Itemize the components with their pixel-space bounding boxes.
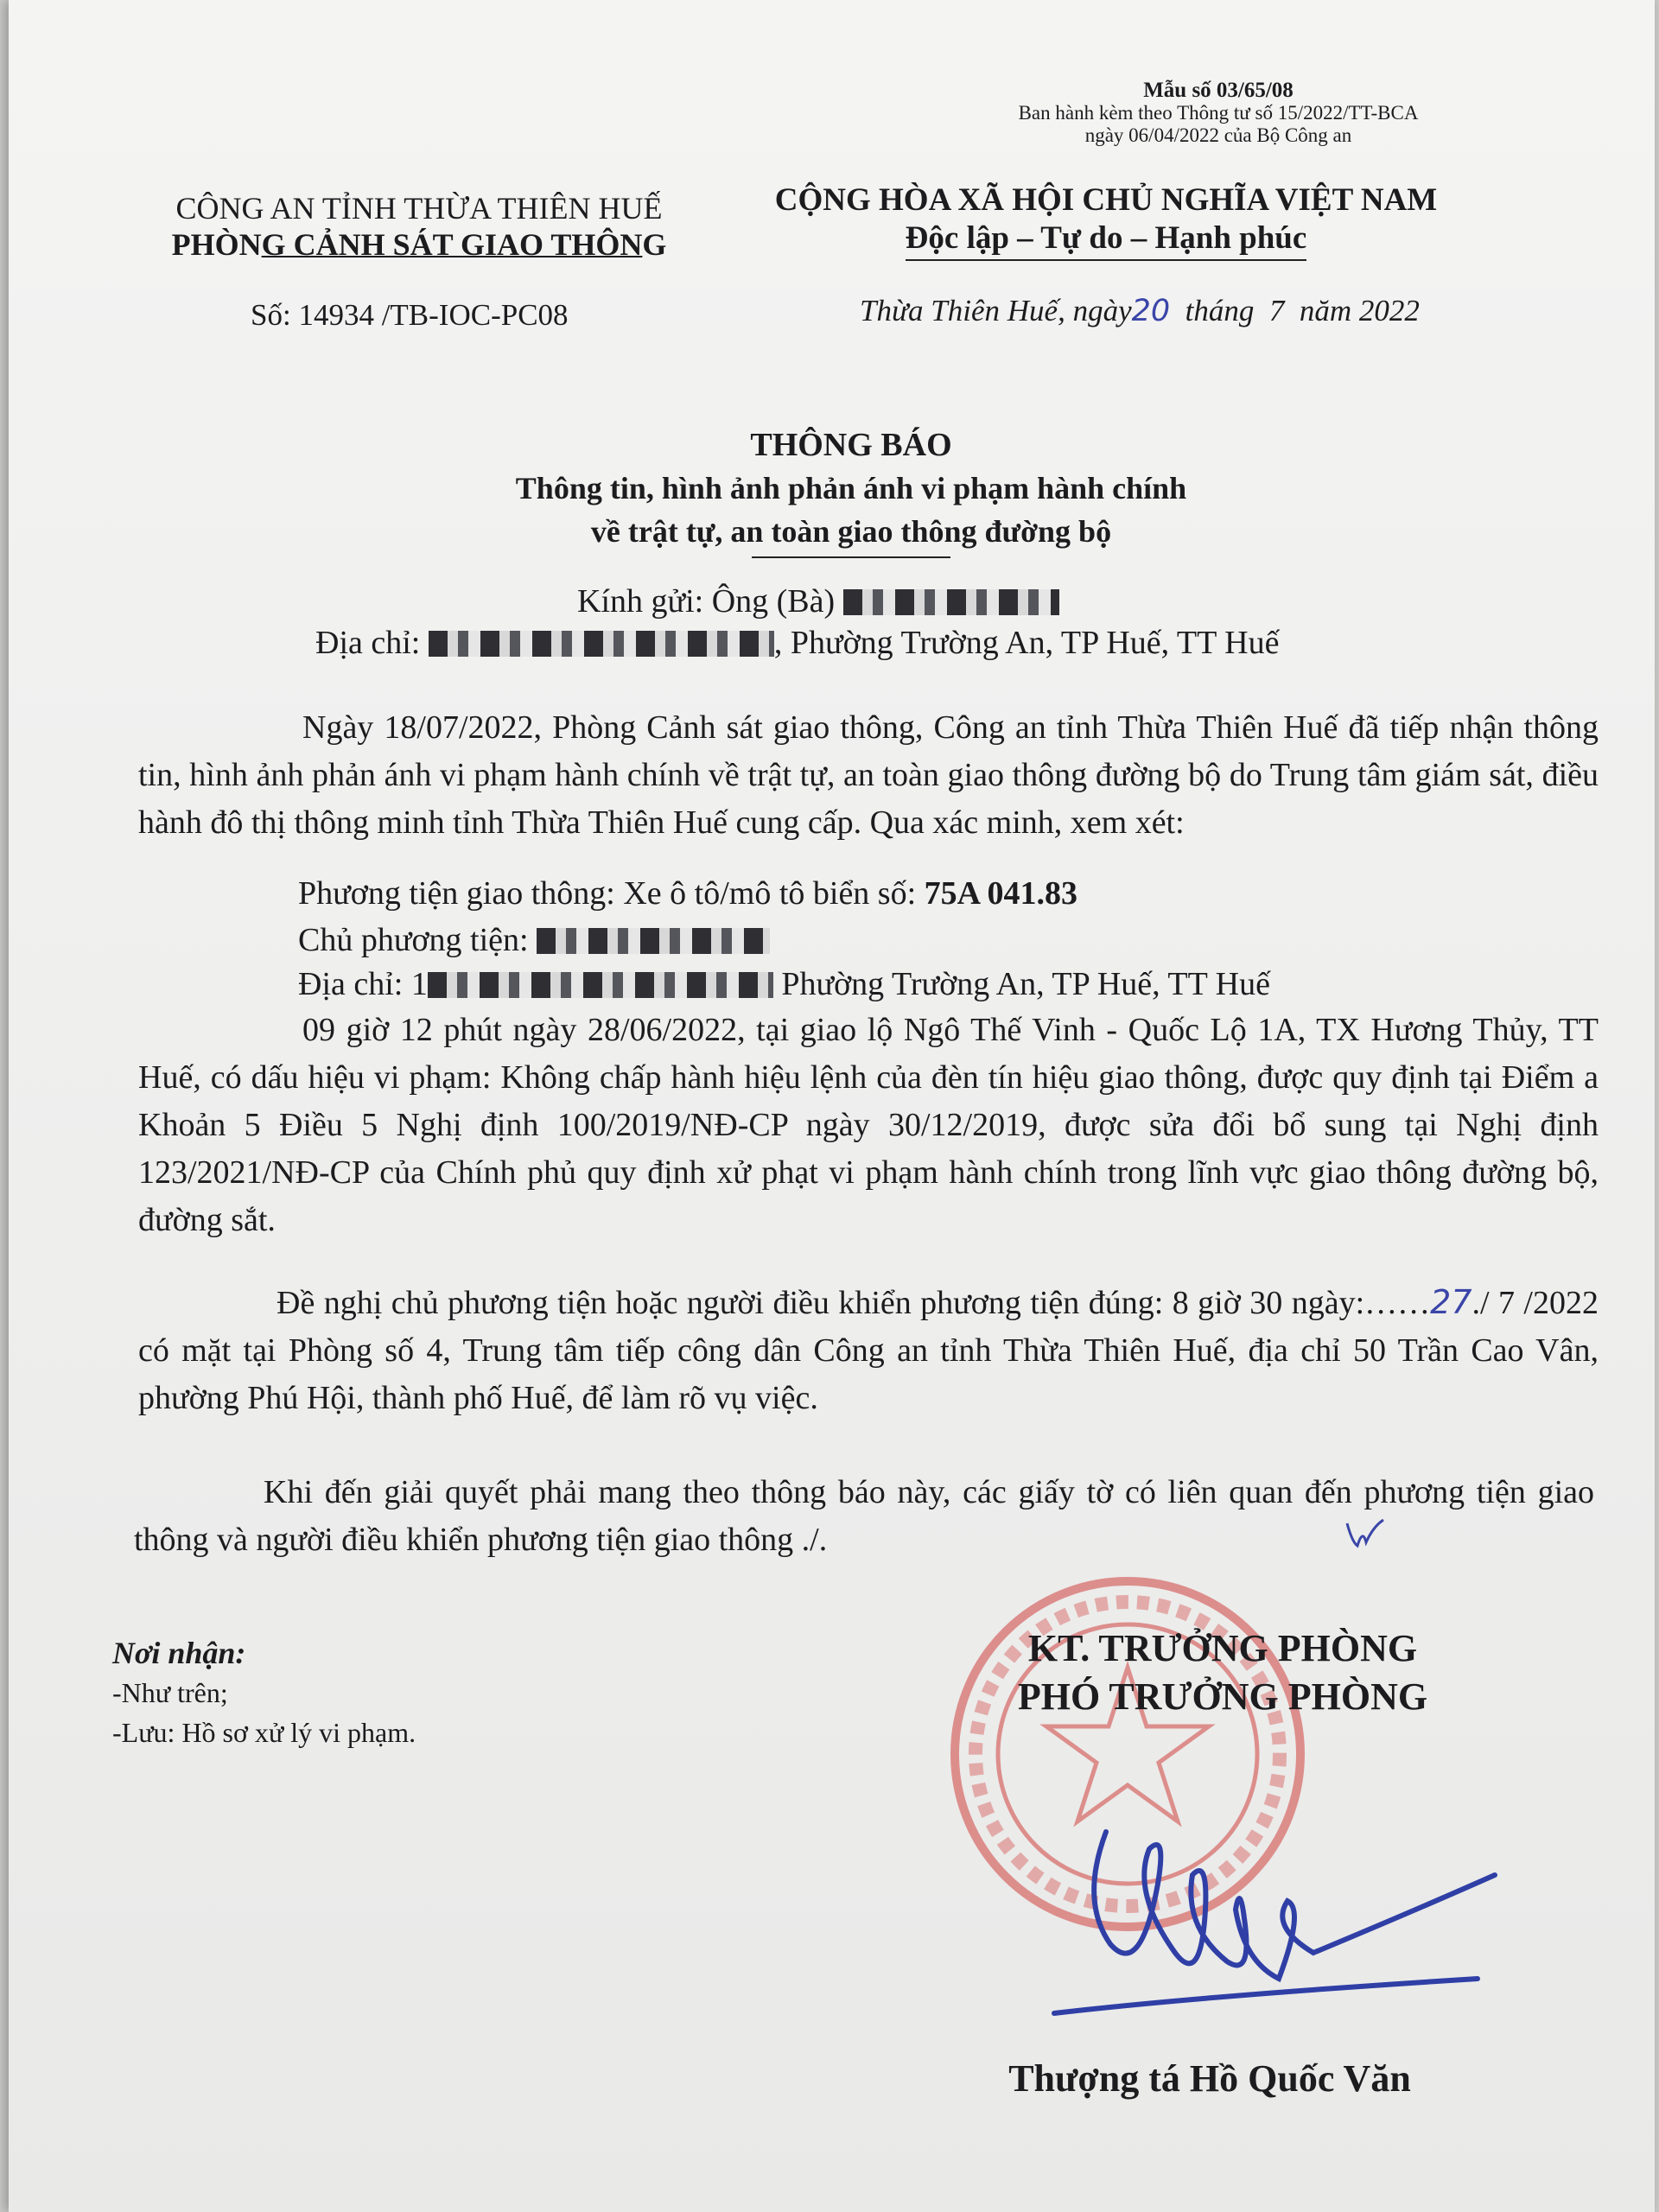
agency-header [130, 190, 709, 263]
greeting-text: Kính gửi: Ông (Bà) [577, 583, 836, 620]
form-number: Mẫu số 03/65/08 [1143, 79, 1294, 102]
address-tail: , Phường Trường An, TP Huế, TT Huế [773, 625, 1280, 661]
form-code-block [994, 79, 1443, 147]
title-underline [752, 556, 950, 558]
paragraph-violation [138, 1007, 1599, 1244]
date-day-handwritten: 20 [1131, 294, 1171, 328]
receiver-item: -Lưu: Hồ sơ xử lý vi phạm. [112, 1717, 416, 1748]
nation-header [743, 181, 1469, 261]
signature-title [942, 1624, 1503, 1721]
form-issued-with: Ban hành kèm theo Thông tư số 15/2022/TT-BCA [1018, 102, 1419, 124]
document-page [9, 0, 1655, 2212]
document-subtitle-1: Thông tin, hình ảnh phản ánh vi phạm hành chính [515, 471, 1187, 505]
agency-department-underlined: G CẢNH SÁT GIAO THÔN [261, 227, 643, 262]
agency-department-pre: PHÒN [171, 227, 262, 262]
summons-text-b: ./ 7 /2022 có mặt tại Phòng số 4, Trung tâm tiếp công dân Công an tỉnh Thừa Thiên Huế, địa chỉ 50 Trần Cao Vân, phường Phú Hội, thành phố Huế, để làm rõ vụ việc. [138, 1285, 1599, 1416]
owner-label: Chủ phương tiện: [298, 922, 529, 958]
date-month: 7 [1268, 294, 1285, 327]
document-date [860, 294, 1420, 328]
summons-text-a: Đề nghị chủ phương tiện hoặc người điều khiển phương tiện đúng: 8 giờ 30 ngày:…… [276, 1285, 1431, 1321]
redacted-address [429, 631, 774, 657]
paragraph-summons [138, 1279, 1599, 1422]
license-plate: 75A 041.83 [924, 875, 1078, 912]
signature-title-line2: PHÓ TRƯỞNG PHÒNG [1017, 1675, 1428, 1718]
paragraph-violation-text: 09 giờ 12 phút ngày 28/06/2022, tại giao lộ Ngô Thế Vinh - Quốc Lộ 1A, TX Hương Thủy, TT Huế, có dấu hiệu vi phạm: Không chấp hành hiệu lệnh của đèn tín hiệu giao thông, được quy định tại Điểm a Khoản 5 Điều 5 Nghị định 100/2019/NĐ-CP ngày 30/12/2019, được sửa đổi bổ sung tại Nghị định 123/2021/NĐ-CP của Chính phủ quy định xử phạt vi phạm hành chính trong lĩnh vực giao thông đường bộ, đường sắt. [138, 1012, 1599, 1238]
redacted-owner-address [428, 972, 773, 998]
date-month-label: tháng [1185, 294, 1255, 327]
vehicle-label: Phương tiện giao thông: Xe ô tô/mô tô biển số: [298, 875, 917, 912]
receiver-item: -Như trên; [112, 1677, 228, 1708]
owner-address-tail: Phường Trường An, TP Huế, TT Huế [781, 966, 1270, 1002]
document-number: Số: 14934 /TB-IOC-PC08 [251, 298, 569, 332]
vehicle-line [298, 873, 1077, 914]
summons-day-handwritten: 27 [1430, 1283, 1472, 1321]
agency-parent: CÔNG AN TỈNH THỪA THIÊN HUẾ [175, 191, 663, 226]
handwritten-mark-icon [1344, 1516, 1387, 1551]
receivers-label: Nơi nhận: [112, 1636, 246, 1670]
signature-title-line1: KT. TRƯỞNG PHÒNG [1027, 1627, 1418, 1669]
address-label: Địa chỉ: [315, 625, 421, 661]
recipient-greeting [577, 581, 1059, 622]
document-title-block [372, 423, 1331, 558]
nation-name: CỘNG HÒA XÃ HỘI CHỦ NGHĨA VIỆT NAM [774, 182, 1438, 218]
form-issued-date: ngày 06/04/2022 của Bộ Công an [1084, 124, 1352, 146]
paragraph-intake [138, 704, 1599, 847]
document-title: THÔNG BÁO [750, 427, 952, 463]
date-year: năm 2022 [1299, 294, 1420, 327]
recipient-address [315, 622, 1279, 664]
receivers-block [112, 1633, 416, 1752]
date-place: Thừa Thiên Huế, ngày [860, 294, 1132, 327]
owner-address-label: Địa chỉ: 1 [298, 966, 428, 1002]
redacted-owner [537, 928, 770, 954]
owner-line [298, 919, 770, 961]
nation-motto: Độc lập – Tự do – Hạnh phúc [906, 219, 1307, 261]
redacted-name [843, 589, 1059, 615]
signer-name: Thượng tá Hồ Quốc Văn [1008, 2057, 1411, 2100]
agency-department-post: G [642, 227, 667, 262]
paragraph-intake-text: Ngày 18/07/2022, Phòng Cảnh sát giao thông, Công an tỉnh Thừa Thiên Huế đã tiếp nhận thông tin, hình ảnh phản ánh vi phạm hành chính về trật tự, an toàn giao thông đường bộ do Trung tâm giám sát, điều hành đô thị thông minh tỉnh Thừa Thiên Huế cung cấp. Qua xác minh, xem xét: [138, 709, 1599, 841]
handwritten-signature-icon [1028, 1780, 1512, 2056]
owner-address-line [298, 963, 1270, 1005]
document-subtitle-2: về trật tự, an toàn giao thông đường bộ [590, 514, 1112, 549]
paragraph-bring-documents-text: Khi đến giải quyết phải mang theo thông báo này, các giấy tờ có liên quan đến phương tiện giao thông và người điều khiển phương tiện giao thông ./. [134, 1474, 1594, 1558]
agency-department [130, 226, 709, 263]
